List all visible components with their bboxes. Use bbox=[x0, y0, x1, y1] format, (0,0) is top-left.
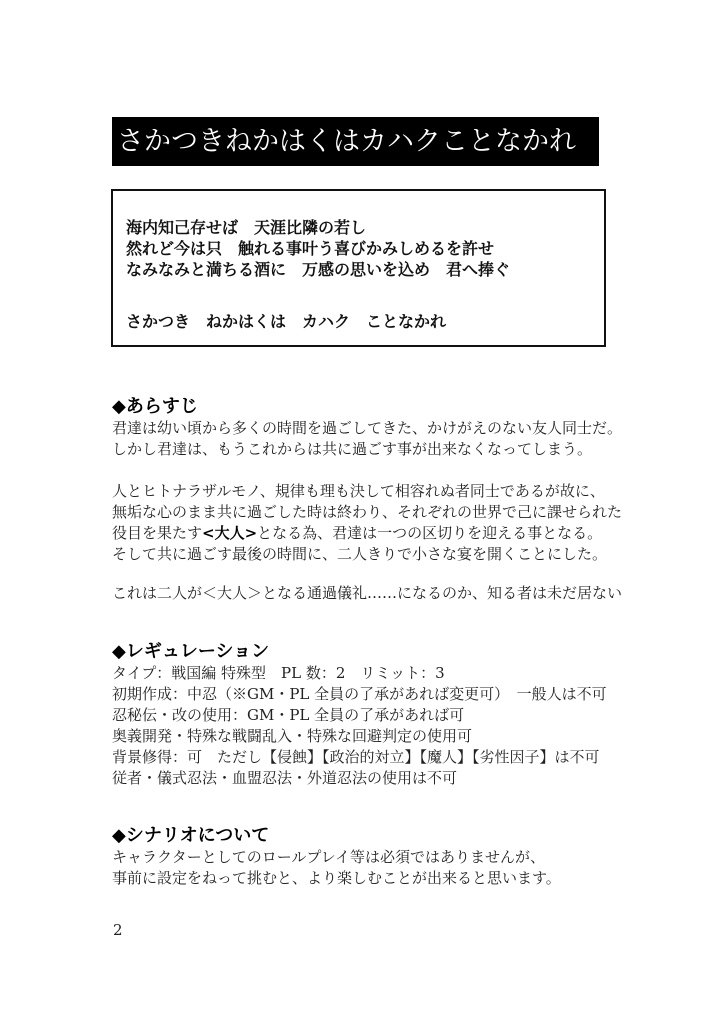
synopsis-section bbox=[112, 396, 623, 604]
paragraph-gap bbox=[112, 460, 617, 481]
regulation-line: 従者・儀式忍法・血盟忍法・外道忍法の使用は不可 bbox=[112, 769, 458, 787]
regulation-section bbox=[112, 641, 617, 789]
poem-box bbox=[111, 189, 606, 347]
page-title: さかつきねかはくはカハクことなかれ bbox=[117, 126, 576, 157]
scenario-line: 事前に設定をねって挑むと、より楽しむことが出来ると思います。 bbox=[112, 869, 561, 887]
regulation-heading: ◆レギュレーション bbox=[112, 641, 270, 662]
synopsis-line: 人とヒトナラザルモノ、規律も理も決して相容れぬ者同士であるが故に、 bbox=[112, 482, 605, 500]
regulation-line: 奥義開発・特殊な戦闘乱入・特殊な回避判定の使用可 bbox=[112, 727, 473, 745]
synopsis-line bbox=[112, 523, 617, 544]
synopsis-line: そして共に過ごす最後の時間に、二人きりで小さな宴を開くことにした。 bbox=[112, 545, 608, 563]
synopsis-heading: ◆あらすじ bbox=[112, 396, 198, 417]
paragraph-gap bbox=[112, 565, 617, 583]
poem-line: 然れど今は只 触れる事叶う喜びかみしめるを許せ bbox=[126, 239, 495, 258]
synopsis-line: これは二人が＜大人＞となる通過儀礼……になるのか、知る者は未だ居ない bbox=[112, 584, 623, 602]
regulation-line: 初期作成：中忍（※GM・PL 全員の了承があれば変更可） 一般人は不可 bbox=[112, 685, 607, 703]
synopsis-text: となる為、君達は一つの区切りを迎える事となる。 bbox=[257, 524, 603, 542]
page-number: 2 bbox=[113, 921, 123, 939]
synopsis-line: 無垢な心のまま共に過ごした時は終わり、それぞれの世界で己に課せられた bbox=[112, 503, 623, 521]
scenario-line: キャラクターとしてのロールプレイ等は必須ではありませんが、 bbox=[112, 848, 546, 866]
synopsis-line: しかし君達は、もうこれからは共に過ごす事が出来なくなってしまう。 bbox=[112, 440, 593, 458]
synopsis-line: 君達は幼い頃から多くの時間を過ごしてきた、かけがえのない友人同士だ。 bbox=[112, 419, 623, 437]
poem-closing-line: さかつき ねかはくは カハク ことなかれ bbox=[126, 312, 447, 331]
title-banner bbox=[112, 117, 599, 166]
regulation-line: 背景修得：可 ただし【侵蝕】【政治的対立】【魔人】【劣性因子】は不可 bbox=[112, 748, 600, 766]
poem-line: 海内知己存せば 天涯比隣の若し bbox=[126, 218, 367, 237]
adult-emphasis: <大人> bbox=[202, 524, 258, 542]
synopsis-text: 役目を果たす bbox=[112, 524, 203, 542]
regulation-line: 忍秘伝・改の使用：GM・PL 全員の了承があれば可 bbox=[112, 706, 465, 724]
poem-line: なみなみと満ちる酒に 万感の思いを込め 君へ捧ぐ bbox=[126, 260, 511, 279]
regulation-line: タイプ：戦国編 特殊型 PL 数：2 リミット：3 bbox=[112, 664, 445, 682]
scenario-section bbox=[112, 825, 617, 889]
scenario-heading: ◆シナリオについて bbox=[112, 825, 270, 846]
